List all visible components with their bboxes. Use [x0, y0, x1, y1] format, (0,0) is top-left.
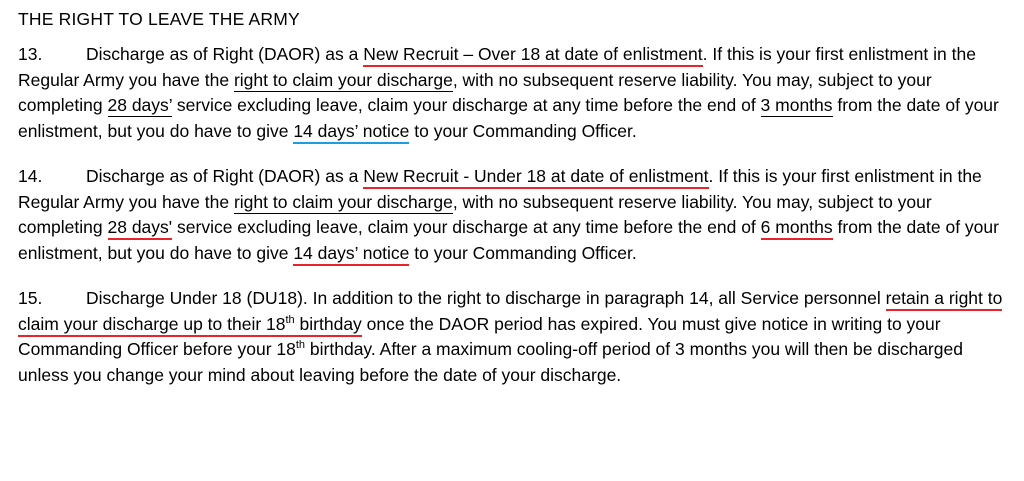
- underline-black: 28 days’: [107, 95, 173, 115]
- page-title: THE RIGHT TO LEAVE THE ARMY: [18, 9, 300, 29]
- underline-black: 3 months: [760, 95, 833, 115]
- underline-black: right to claim your discharge: [233, 191, 453, 212]
- paragraph-text-segment: from the date of your enlistment, but you do have to give: [18, 217, 999, 263]
- paragraph-number: 13.: [18, 44, 43, 64]
- paragraph-14: [18, 164, 1004, 266]
- paragraph-number: 14.: [18, 166, 43, 186]
- highlight-red: 28 days': [108, 217, 173, 240]
- paragraph-text-segment: Discharge Under 18 (DU18). In addition to the right to discharge in paragraph 14, all Service personnel: [86, 288, 886, 308]
- paragraph-13: [18, 42, 1004, 144]
- highlight-red: 6 months: [761, 217, 833, 240]
- paragraph-text-segment: to your Commanding Officer.: [409, 120, 637, 141]
- paragraph-15: [18, 286, 1004, 388]
- paragraph-text-segment: . If this is your first enlistment in the Regular Army you have the: [18, 44, 976, 90]
- ordinal-suffix: th: [295, 339, 306, 352]
- paragraph-text-segment: to your Commanding Officer.: [409, 242, 637, 263]
- paragraph-text-segment: once the DAOR period has expired. You must give notice in writing to your Commanding Officer before your 18: [18, 313, 941, 359]
- paragraph-text-segment: Discharge as of Right (DAOR) as a: [86, 166, 364, 186]
- paragraph-text-segment: service excluding leave, claim your discharge at any time before the end of: [172, 217, 761, 237]
- highlight-red: New Recruit – Over 18 at date of enlistment: [363, 44, 702, 67]
- highlight-blue: 14 days’ notice: [293, 121, 409, 144]
- paragraph-text-segment: service excluding leave, claim your discharge at any time before the end of: [172, 95, 761, 115]
- paragraph-text-segment: Discharge as of Right (DAOR) as a: [86, 44, 364, 64]
- ordinal-suffix: th: [285, 313, 295, 326]
- paragraph-text-segment: . If this is your first enlistment in the Regular Army you have the: [18, 166, 982, 212]
- highlight-red: New Recruit - Under 18 at date of enlistment: [363, 166, 708, 189]
- paragraph-text-segment: retain a right to claim your discharge up to their 18: [18, 288, 1003, 334]
- paragraph-text-segment: birthday. After a maximum cooling-off period of 3 months you will then be discharged unless you change your mind about leaving before the date of your discharge.: [18, 339, 963, 385]
- paragraph-number: 15.: [18, 288, 43, 308]
- paragraph-text-segment: , with no subsequent reserve liability. You may, subject to your completing: [18, 191, 932, 237]
- underline-black: right to claim your discharge: [233, 69, 453, 90]
- paragraph-text-segment: from the date of your enlistment, but you do have to give: [18, 95, 999, 141]
- paragraph-text-segment: , with no subsequent reserve liability. You may, subject to your completing: [18, 69, 932, 115]
- paragraph-text-segment: birthday: [294, 313, 362, 334]
- highlight-red: 14 days’ notice: [293, 243, 409, 266]
